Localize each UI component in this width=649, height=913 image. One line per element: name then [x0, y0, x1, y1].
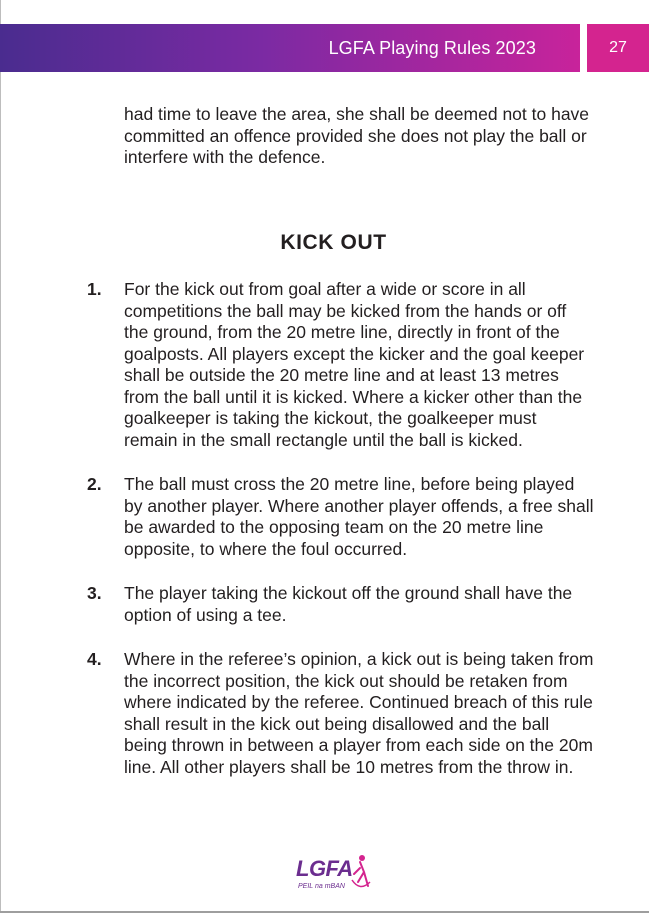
rule-number: 3. — [87, 583, 102, 603]
rule-text: The player taking the kickout off the ground shall have the option of using a tee. — [124, 583, 573, 625]
svg-text:PEIL na mBAN: PEIL na mBAN — [298, 883, 345, 890]
rule-text: For the kick out from goal after a wide or score in all competitions the ball may be kicked from the hands or off the ground, from the 20 metre line, directly in front of the goalposts. All players except the kicker and the goal keeper shall be outside the 20 metre line and at least 13 metres from the ball until it is kicked. Where a kicker other than the goalkeeper is taking the kickout, the goalkeeper must remain in the small rectangle until the ball is kicked. — [124, 279, 585, 450]
lgfa-logo-icon — [294, 852, 374, 896]
rule-number: 2. — [87, 474, 102, 494]
page-number-box — [587, 24, 649, 72]
rule-number: 4. — [87, 649, 102, 669]
rule-text: Where in the referee’s opinion, a kick out is being taken from the incorrect position, the kick out should be retaken from where indicated by the referee. Continued breach of this rule shall result in the kick out being disallowed and the ball being thrown in between a player from each side on the 20m line. All other players shall be 10 metres from the throw in. — [124, 649, 594, 777]
rule-text: The ball must cross the 20 metre line, before being played by another player. Where another player offends, a free shall be awarded to the opposing team on the 20 metre line opposite, to where the foul occurred. — [124, 474, 594, 559]
rule-number: 1. — [87, 279, 102, 299]
svg-text:LGFA: LGFA — [296, 856, 353, 881]
header-bar — [0, 24, 580, 72]
header-title: LGFA Playing Rules 2023 — [328, 37, 536, 58]
lgfa-logo — [294, 852, 374, 896]
intro-paragraph: had time to leave the area, she shall be deemed not to have committed an offence provided she does not play the ball or interfere with the defence. — [124, 104, 590, 167]
page-number: 27 — [609, 39, 627, 56]
section-title: KICK OUT — [280, 231, 387, 254]
page-border — [0, 0, 1, 913]
